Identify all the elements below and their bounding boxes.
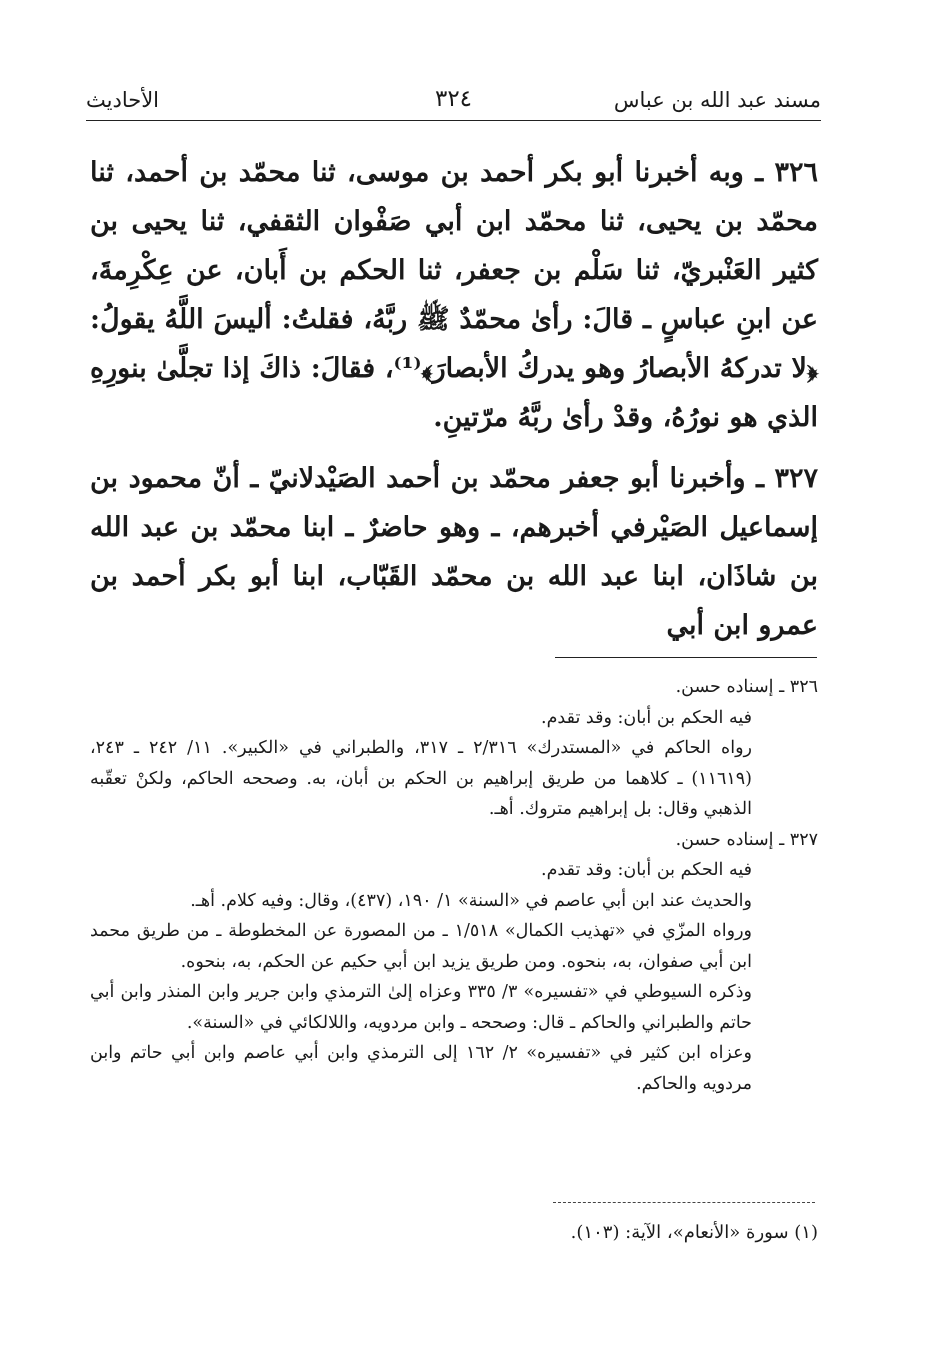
commentary-327-title: ٣٢٧ ـ إسناده حسن. bbox=[675, 829, 818, 850]
header-rule bbox=[86, 120, 821, 121]
main-text bbox=[90, 148, 818, 657]
page-header bbox=[86, 82, 821, 116]
footnote-1: (١) سورة «الأنعام»، الآية: (١٠٣). bbox=[570, 1222, 818, 1243]
commentary-327 bbox=[90, 825, 818, 1100]
commentary-line: رواه الحاكم في «المستدرك» ٢/٣١٦ ـ ٣١٧، والطبراني في «الكبير». ١١/ ٢٤٢ ـ ٢٤٣، (١١٦١٩) ـ كلاهما من طريق إبراهيم بن الحكم بن أبان، به. وصححه الحاكم، ولكنْ تعقّبه الذهبي وقال: بل إبراهيم متروك. أهـ. bbox=[90, 738, 752, 819]
commentary-line: وذكره السيوطي في «تفسيره» ٣/ ٣٣٥ وعزاه إلىٰ الترمذي وابن جرير وابن المنذر وابن أبي حاتم والطبراني والحاكم ـ قال: وصححه ـ وابن مردويه، واللالكائي في «السنة». bbox=[90, 982, 752, 1033]
hadith-327: ٣٢٧ ـ وأخبرنا أبو جعفر محمّد بن أحمد الصَيْدلانيّ ـ أنّ محمود بن إسماعيل الصَيْرفي أخبرهم، ـ وهو حاضرٌ ـ ابنا محمّد بن عبد الله بن شاذَان، ابنا عبد الله بن محمّد القَبّاب، ابنا أبو بكر أحمد بن عمرو ابن أبي bbox=[90, 463, 818, 641]
commentary-line: فيه الحكم بن أبان: وقد تقدم. bbox=[541, 860, 752, 880]
commentary bbox=[90, 672, 818, 1099]
page-number: ٣٢٤ bbox=[434, 86, 473, 112]
commentary-line: ورواه المزّي في «تهذيب الكمال» ١/٥١٨ ـ من المصورة عن المخطوطة ـ من طريق محمد ابن أبي صفوان، به، بنحوه. ومن طريق يزيد ابن أبي حكيم عن الحكم، به، بنحوه. bbox=[90, 921, 752, 972]
footnote-dashed-rule bbox=[553, 1202, 815, 1203]
commentary-line: وعزاه ابن كثير في «تفسيره» ٢/ ١٦٢ إلى الترمذي وابن أبي عاصم وابن أبي حاتم وابن مردويه والحاكم. bbox=[90, 1043, 752, 1094]
commentary-line: والحديث عند ابن أبي عاصم في «السنة» ١/ ١٩٠، (٤٣٧)، وقال: وفيه كلام. أهـ. bbox=[190, 890, 752, 911]
commentary-326 bbox=[90, 672, 818, 825]
commentary-line: فيه الحكم بن أبان: وقد تقدم. bbox=[541, 707, 752, 728]
section-title: الأحاديث bbox=[86, 88, 160, 112]
running-title: مسند عبد الله بن عباس bbox=[613, 88, 821, 112]
footnote-rule bbox=[555, 657, 817, 658]
commentary-326-title: ٣٢٦ ـ إسناده حسن. bbox=[675, 677, 818, 697]
hadith-326: ٣٢٦ ـ وبه أخبرنا أبو بكر أحمد بن موسى، ثنا محمّد بن أحمد، ثنا محمّد بن يحيى، ثنا محمّد ابن أبي صَفْوان الثقفي، ثنا يحيى بن كثير العَنْبريّ، ثنا سَلْم بن جعفر، ثنا الحكم بن أَبان، عن عِكْرِمةَ، عن ابنِ عباسٍ ـ قالَ: رأىٰ محمّدٌ ﷺ ربَّهُ، فقلتُ: أليسَ اللَّهُ يقولُ: ﴿لا تدركهُ الأبصارُ وهو يدركُ الأبصارَ﴾⁽¹⁾، فقالَ: ذاكَ إذا تجلَّىٰ بنورِهِ الذي هو نورُهُ، وقدْ رأىٰ ربَّهُ مرّتينِ. bbox=[90, 157, 819, 433]
